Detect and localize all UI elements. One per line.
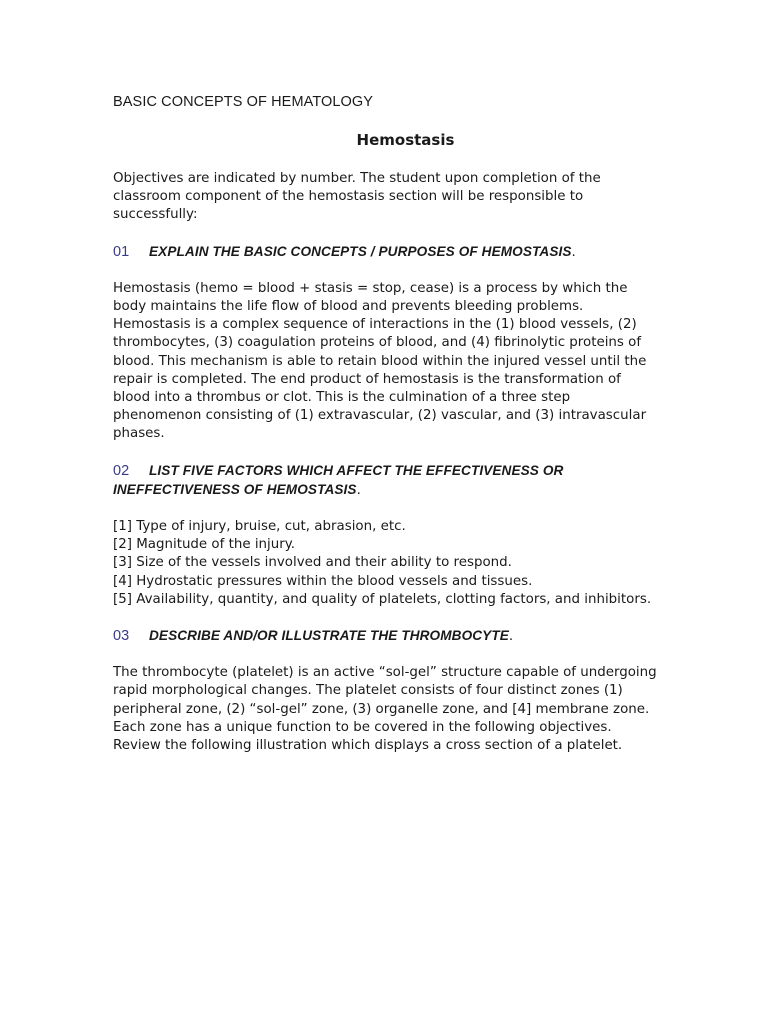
list-item: [3] Size of the vessels involved and their ability to respond. — [113, 555, 512, 571]
list-item: [2] Magnitude of the injury. — [113, 537, 296, 553]
objective-heading-02 — [113, 462, 658, 500]
document-page — [113, 92, 658, 755]
objective-title: EXPLAIN THE BASIC CONCEPTS / PURPOSES OF HEMOSTASIS — [149, 243, 572, 259]
objective-title: DESCRIBE AND/OR ILLUSTRATE THE THROMBOCYTE — [149, 628, 509, 644]
objective-03-body: The thrombocyte (platelet) is an active “sol-gel” structure capable of undergoing rapid morphological changes. The platelet consists of four distinct zones (1) peripheral zone, (2) “sol-gel” zone, (3) organelle zone, and [4] membrane zone. Each zone has a unique function to be covered in the following objectives. Review the following illustration which displays a cross section of a platelet. — [113, 665, 657, 754]
intro-paragraph: Objectives are indicated by number. The student upon completion of the classroom component of the hemostasis section will be responsible to successfully: — [113, 171, 601, 223]
objective-number: 02 — [113, 462, 130, 479]
list-item: [4] Hydrostatic pressures within the blood vessels and tissues. — [113, 573, 533, 589]
objective-number: 01 — [113, 243, 130, 260]
factor-list — [113, 518, 658, 609]
objective-01-body: Hemostasis (hemo = blood + stasis = stop, cease) is a process by which the body maintains the life flow of blood and prevents bleeding problems. Hemostasis is a complex sequence of interactions in the (1) blood vessels, (2) thrombocytes, (3) coagulation proteins of blood, and (4) fibrinolytic proteins of blood. This mechanism is able to retain blood within the injured vessel until the repair is completed. The end product of hemostasis is the transformation of blood into a thrombus or clot. This is the culmination of a three step phenomenon consisting of (1) extravascular, (2) vascular, and (3) intravascular phases. — [113, 280, 647, 442]
list-item: [5] Availability, quantity, and quality of platelets, clotting factors, and inhibitors. — [113, 591, 652, 607]
section-title: Hemostasis — [356, 131, 455, 149]
list-item: [1] Type of injury, bruise, cut, abrasion, etc. — [113, 519, 406, 535]
objective-end-mark: . — [356, 482, 361, 498]
objective-end-mark: . — [571, 244, 576, 260]
course-title: BASIC CONCEPTS OF HEMATOLOGY — [113, 94, 374, 110]
objective-heading-01 — [113, 243, 658, 262]
objective-end-mark: . — [508, 629, 514, 645]
objective-number: 03 — [113, 628, 130, 645]
objective-title: LIST FIVE FACTORS WHICH AFFECT THE EFFECTIVENESS OR INEFFECTIVENESS OF HEMOSTASIS — [113, 462, 564, 497]
objective-heading-03 — [113, 627, 658, 646]
